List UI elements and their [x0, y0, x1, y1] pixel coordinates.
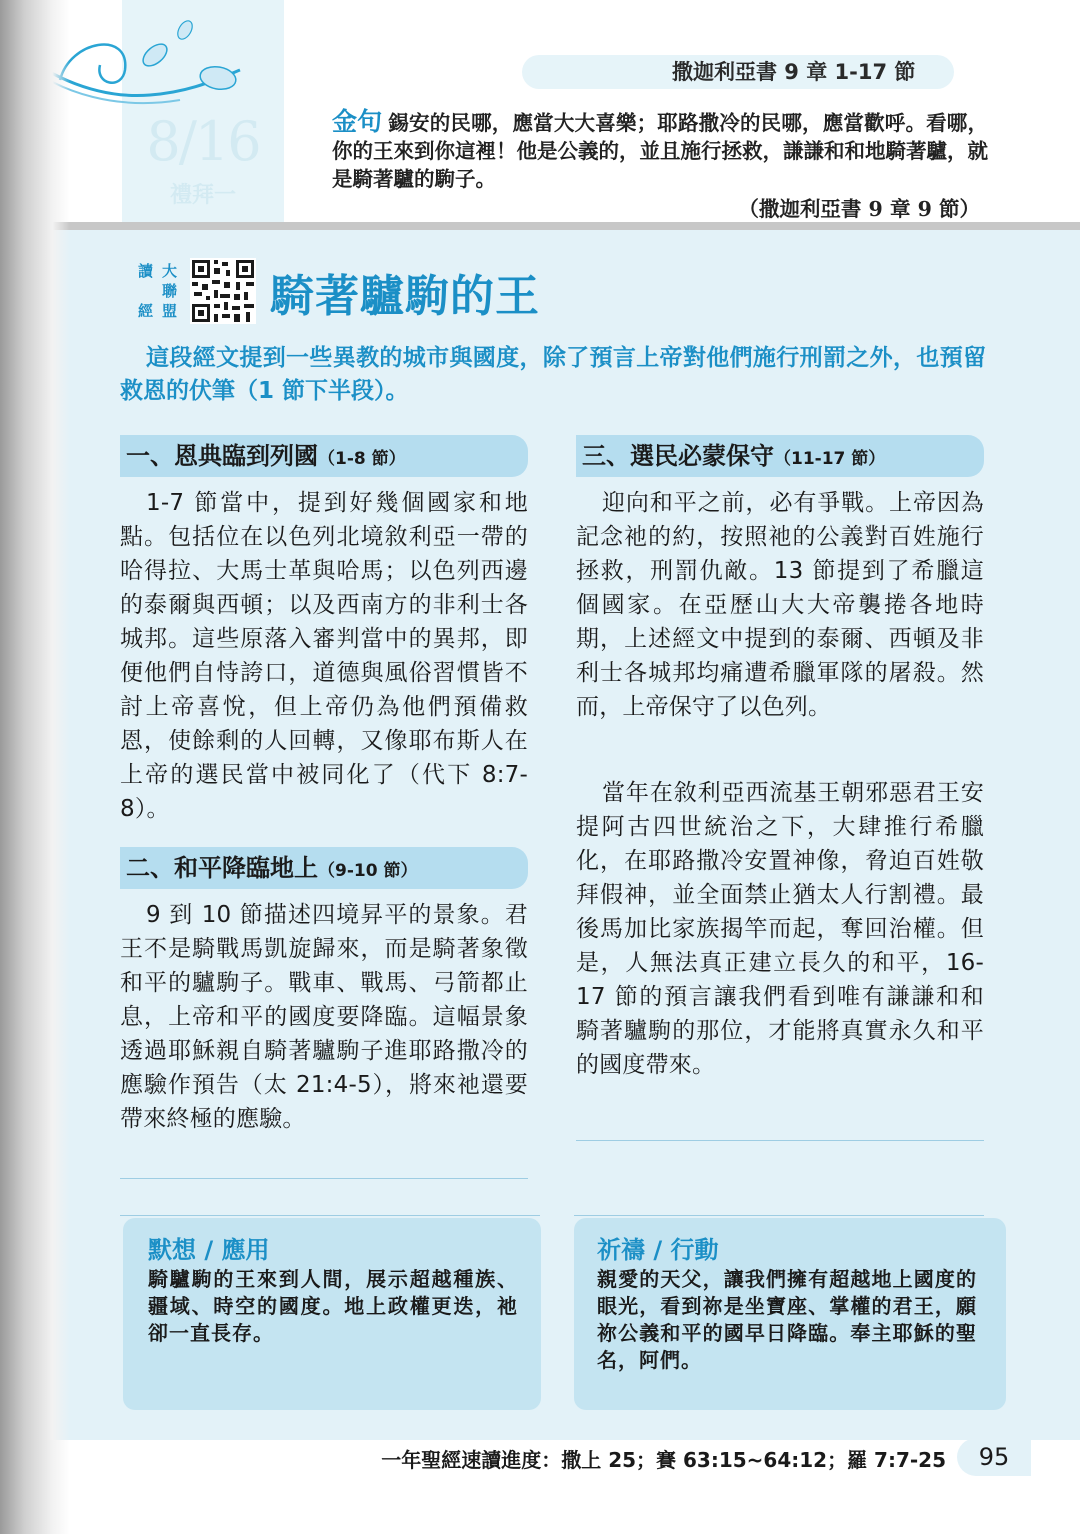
box-top-rule [120, 1215, 540, 1216]
golden-verse-text: 錫安的民哪，應當大大喜樂；耶路撒冷的民哪，應當歡呼。看哪，你的王來到你這裡！他是公義的，並且施行拯救，謙謙和和地騎著驢，就是騎著驢的駒子。 [332, 111, 988, 191]
prayer-title: 祈禱 / 行動 [597, 1236, 719, 1264]
section-2-paragraph: 9 到 10 節描述四境昇平的景象。君王不是騎戰馬凱旋歸來，而是騎著象徵和平的驢駒子。戰車、戰馬、弓箭都止息，上帝和平的國度要降臨。這幅景象透過耶穌親自騎著驢駒子進耶路撒冷的應驗作預告（太 21:4-5），將來祂還要帶來終極的應驗。 [120, 902, 528, 1132]
date: 8/16 [146, 110, 260, 173]
meditation-box [123, 1218, 541, 1410]
qr-label-char: 盟 [162, 302, 178, 320]
qr-label-char: 經 [138, 302, 154, 320]
section-title: 二、和平降臨地上 [126, 854, 318, 882]
page-title: 騎著驢駒的王 [270, 271, 540, 322]
reading-progress: 一年聖經速讀進度：撒上 25；賽 63:15~64:12；羅 7:7-25 [381, 1448, 946, 1472]
page-number: 95 [957, 1438, 1031, 1476]
box-top-rule [574, 1215, 984, 1216]
section-heading-3 [576, 435, 984, 477]
section-3-paragraph-2: 當年在敘利亞西流基王朝邪惡君王安提阿古四世統治之下，大肆推行希臘化，在耶路撒冷安置神像，脅迫百姓敬拜假神，並全面禁止猶太人行割禮。最後馬加比家族揭竿而起，奪回治權。但是，人無法真正建立長久的和平，16-17 節的預言讓我們看到唯有謙謙和和騎著驢駒的那位，才能將真實永久和平的國度帶來。 [576, 780, 984, 1078]
section-title: 一、恩典臨到列國 [126, 442, 318, 470]
section-title: 三、選民必蒙保守 [582, 442, 774, 470]
meditation-title: 默想 / 應用 [148, 1236, 270, 1264]
header-divider [0, 222, 1080, 230]
section-verses: （9-10 節） [318, 861, 418, 881]
section-1-paragraph: 1-7 節當中，提到好幾個國家和地點。包括位在以色列北境敘利亞一帶的哈得拉、大馬士革與哈馬；以色列西邊的泰爾與西頓；以及西南方的非利士各城邦。這些原落入審判當中的異邦，即便他們自恃誇口，道德與風俗習慣皆不討上帝喜悅，但上帝仍為他們預備救恩，使餘剩的人回轉，又像耶布斯人在上帝的選民當中被同化了（代下 8:7-8）。 [120, 490, 528, 822]
section-heading-2 [120, 847, 528, 889]
section-heading-1 [120, 435, 528, 477]
golden-verse-reference: （撒迦利亞書 9 章 9 節） [738, 197, 980, 221]
qr-label-char: 讀 [138, 262, 154, 280]
section-verses: （1-8 節） [318, 449, 406, 469]
prayer-box [574, 1218, 1006, 1410]
scripture-reference: 撒迦利亞書 9 章 1-17 節 [522, 55, 954, 89]
prayer-text: 親愛的天父，讓我們擁有超越地上國度的眼光，看到祢是坐寶座、掌權的君王，願祢公義和平的國早日降臨。奉主耶穌的聖名，阿們。 [597, 1267, 977, 1372]
column-divider [120, 1178, 528, 1179]
section-3-paragraph-1: 迎向和平之前，必有爭戰。上帝因為記念祂的約，按照祂的公義對百姓施行拯救，刑罰仇敵。13 節提到了希臘這個國家。在亞歷山大大帝襲捲各地時期，上述經文中提到的泰爾、西頓及非利士各城邦均痛遭希臘軍隊的屠殺。然而，上帝保守了以色列。 [576, 490, 984, 720]
qr-label [138, 262, 188, 322]
qr-code-icon[interactable] [190, 258, 256, 324]
header [0, 0, 1080, 222]
meditation-text: 騎驢駒的王來到人間，展示超越種族、疆域、時空的國度。地上政權更迭，祂卻一直長存。 [148, 1267, 518, 1345]
weekday: 禮拜一 [169, 183, 236, 208]
intro-paragraph: 這段經文提到一些異教的城市與國度，除了預言上帝對他們施行刑罰之外，也預留救恩的伏筆（1 節下半段）。 [120, 345, 986, 404]
vine-decoration-icon [0, 0, 250, 120]
qr-label-char: 大 [162, 262, 178, 280]
column-divider [576, 1140, 984, 1141]
section-verses: （11-17 節） [774, 449, 886, 469]
golden-verse-label: 金句 [332, 107, 383, 136]
golden-verse [332, 108, 988, 193]
qr-label-char: 聯 [162, 282, 178, 300]
